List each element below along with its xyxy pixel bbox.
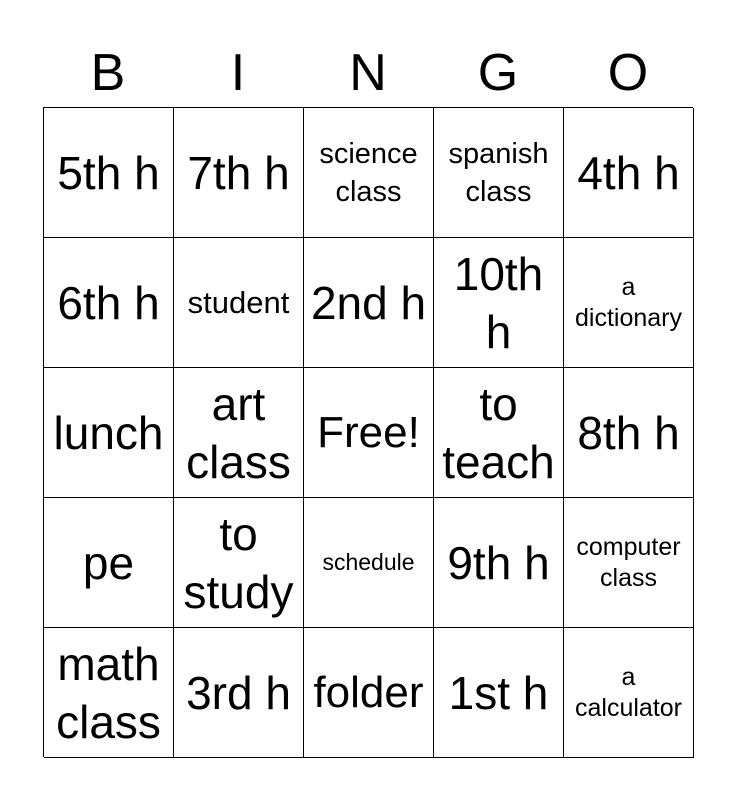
bingo-cell[interactable]: 10th h (434, 238, 564, 368)
header-letter-b: B (90, 44, 126, 102)
bingo-cell[interactable]: lunch (44, 368, 174, 498)
bingo-card (43, 107, 693, 757)
bingo-cell[interactable]: to teach (434, 368, 564, 498)
bingo-cell[interactable]: 9th h (434, 498, 564, 628)
header-letter-g: G (477, 44, 519, 102)
bingo-cell[interactable]: 4th h (564, 108, 694, 238)
bingo-cell[interactable]: science class (304, 108, 434, 238)
header-letter-n: N (349, 44, 387, 102)
bingo-cell[interactable]: math class (44, 628, 174, 758)
bingo-cell[interactable]: 6th h (44, 238, 174, 368)
bingo-header (43, 38, 693, 108)
free-space[interactable]: Free! (304, 368, 434, 498)
bingo-cell[interactable]: spanish class (434, 108, 564, 238)
bingo-cell[interactable]: 1st h (434, 628, 564, 758)
bingo-cell[interactable]: schedule (304, 498, 434, 628)
bingo-cell[interactable]: to study (174, 498, 304, 628)
bingo-cell[interactable]: 5th h (44, 108, 174, 238)
header-letter-i: I (230, 44, 246, 102)
header-letter-o: O (607, 44, 649, 102)
bingo-cell[interactable]: 2nd h (304, 238, 434, 368)
bingo-cell[interactable]: computer class (564, 498, 694, 628)
bingo-cell[interactable]: 3rd h (174, 628, 304, 758)
bingo-cell[interactable]: a dictionary (564, 238, 694, 368)
bingo-cell[interactable]: folder (304, 628, 434, 758)
bingo-cell[interactable]: a calculator (564, 628, 694, 758)
bingo-cell[interactable]: 7th h (174, 108, 304, 238)
bingo-cell[interactable]: art class (174, 368, 304, 498)
bingo-cell[interactable]: 8th h (564, 368, 694, 498)
bingo-cell[interactable]: student (174, 238, 304, 368)
bingo-cell[interactable]: pe (44, 498, 174, 628)
